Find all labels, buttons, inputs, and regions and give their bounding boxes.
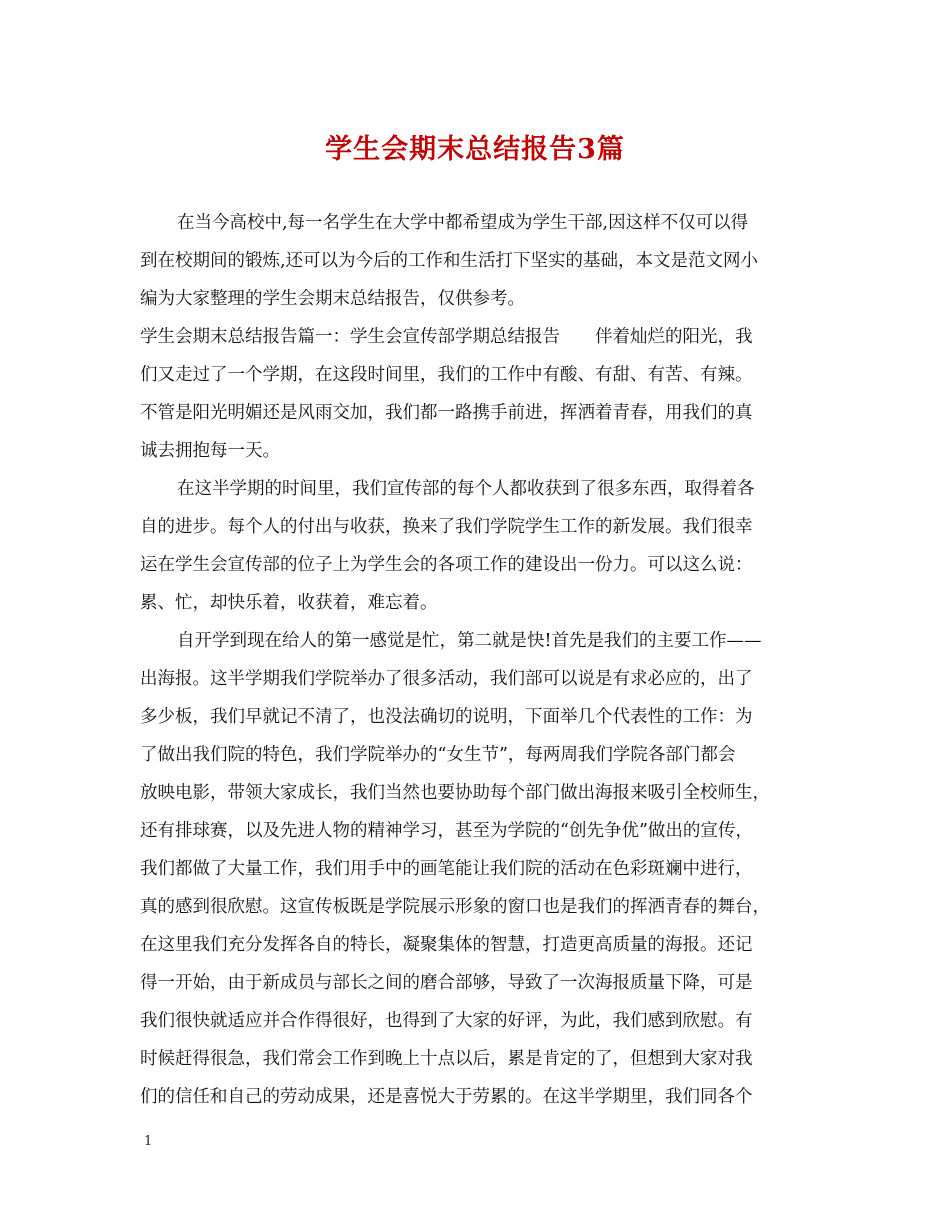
body-line: 到在校期间的锻炼,还可以为今后的工作和生活打下坚实的基础，本文是范文网小: [140, 251, 759, 271]
body-line: 放映电影，带领大家成长，我们当然也要协助每个部门做出海报来吸引全校师生，: [140, 783, 770, 803]
body-line: 真的感到很欣慰。这宣传板既是学院展示形象的窗口也是我们的挥洒青春的舞台，: [140, 897, 770, 917]
body-line: 我们都做了大量工作，我们用手中的画笔能让我们院的活动在色彩斑斓中进行，: [140, 859, 753, 879]
body-line: 得一开始，由于新成员与部长之间的磨合部够，导致了一次海报质量下降，可是: [140, 973, 753, 993]
body-line: 们又走过了一个学期，在这段时间里，我们的工作中有酸、有甜、有苦、有辣。: [140, 365, 753, 385]
body-line: 还有排球赛，以及先进人物的精神学习，甚至为学院的“创先争优”做出的宣传，: [140, 821, 753, 841]
body-line: 在这半学期的时间里，我们宣传部的每个人都收获到了很多东西，取得着各: [177, 479, 755, 499]
body-line: 们的信任和自己的劳动成果，还是喜悦大于劳累的。在这半学期里，我们同各个: [140, 1087, 753, 1107]
body-line: 我们很快就适应并合作得很好，也得到了大家的好评，为此，我们感到欣慰。有: [140, 1011, 753, 1031]
body-line: 在这里我们充分发挥各自的特长，凝聚集体的智慧，打造更高质量的海报。还记: [140, 935, 753, 955]
body-line: 运在学生会宣传部的位子上为学生会的各项工作的建设出一份力。可以这么说：: [140, 555, 753, 575]
body-line: 自的进步。每个人的付出与收获，换来了我们学院学生工作的新发展。我们很幸: [140, 517, 753, 537]
body-line: 学生会期末总结报告篇一：学生会宣传部学期总结报告 伴着灿烂的阳光，我: [140, 327, 753, 347]
body-line: 不管是阳光明媚还是风雨交加，我们都一路携手前进，挥洒着青春，用我们的真: [140, 403, 753, 423]
body-line: 时候赶得很急，我们常会工作到晚上十点以后，累是肯定的了，但想到大家对我: [140, 1049, 753, 1069]
document-title: 学生会期末总结报告3篇: [325, 134, 625, 165]
body-line: 在当今高校中,每一名学生在大学中都希望成为学生干部,因这样不仅可以得: [177, 213, 749, 233]
body-line: 诚去拥抱每一天。: [140, 441, 280, 461]
body-line: 了做出我们院的特色，我们学院举办的“女生节”，每两周我们学院各部门都会: [140, 745, 736, 765]
body-line: 多少板，我们早就记不清了，也没法确切的说明，下面举几个代表性的工作：为: [140, 707, 753, 727]
document-body: [140, 204, 812, 1116]
body-line: 出海报。这半学期我们学院举办了很多活动，我们部可以说是有求必应的，出了: [140, 669, 753, 689]
body-line: 编为大家整理的学生会期末总结报告，仅供参考。: [140, 289, 525, 309]
body-line: 累、忙，却快乐着，收获着，难忘着。: [140, 593, 438, 613]
body-line: 自开学到现在给人的第一感觉是忙，第二就是快!首先是我们的主要工作——: [177, 631, 762, 651]
page-number: 1: [144, 1134, 153, 1149]
